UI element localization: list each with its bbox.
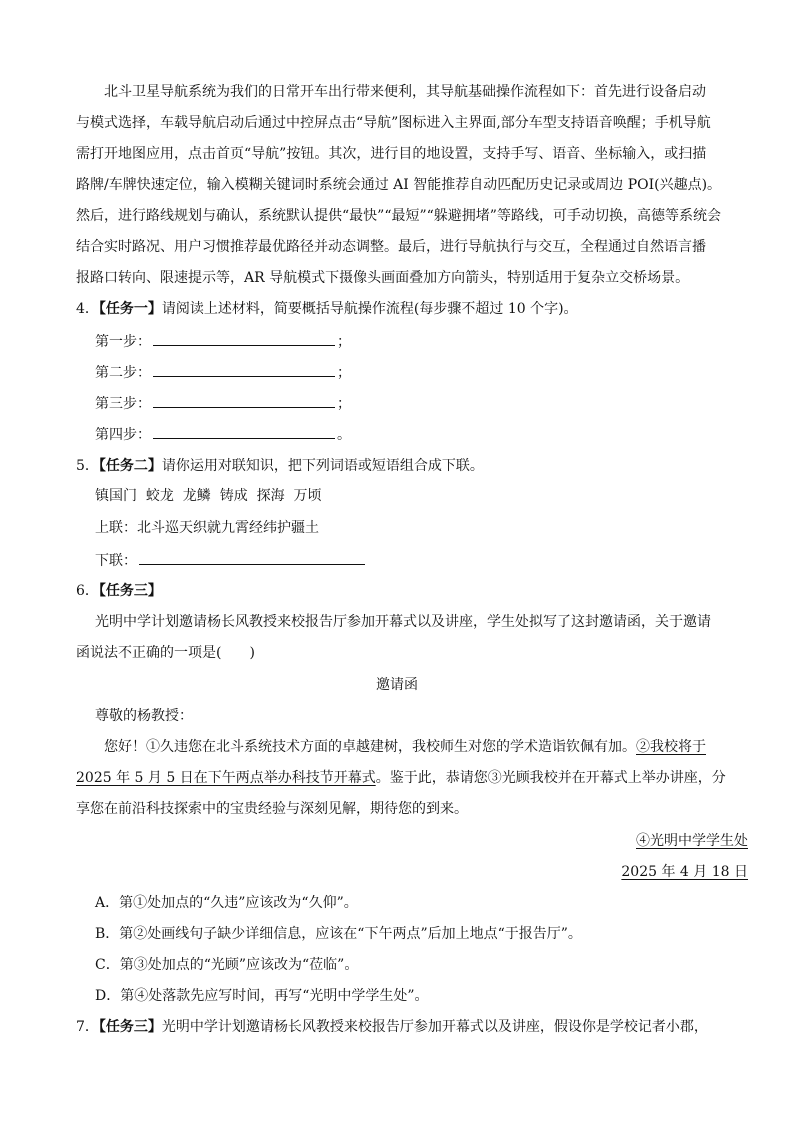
step-label: 第一步： xyxy=(95,334,151,350)
lower-couplet-label: 下联： xyxy=(95,553,137,569)
step-end: ； xyxy=(337,365,351,381)
step-4-row xyxy=(95,424,351,445)
passage-line-5: 然后，进行路线规划与确认，系统默认提供“最快”“最短”“躲避拥堵”等路线，可手动切换，高德等系统会 xyxy=(76,208,721,224)
option-d[interactable]: D．第④处落款先应写时间，再写“光明中学学生处”。 xyxy=(95,988,429,1004)
task-tag: 【任务二】 xyxy=(98,458,162,474)
passage-line-6: 结合实时路况、用户习惯推荐最优路径并动态调整。最后，进行导航执行与交互，全程通过自然语言播 xyxy=(76,239,706,255)
letter-signature: ④光明中学学生处 xyxy=(636,833,748,849)
step-3-row xyxy=(95,393,351,414)
option-c[interactable]: C．第③处加点的“光顾”应该改为“莅临”。 xyxy=(95,957,359,973)
letter-body-line-3: 享您在前沿科技探索中的宝贵经验与深刻见解，期待您的到来。 xyxy=(76,801,468,817)
answer-blank[interactable] xyxy=(153,362,335,377)
question-6 xyxy=(76,581,162,601)
step-2-row xyxy=(95,362,351,383)
letter-salutation: 尊敬的杨教授： xyxy=(95,708,193,724)
answer-blank[interactable] xyxy=(139,550,365,565)
passage-line-4: 路牌/车牌快速定位，输入模糊关键词时系统会通过 AI 智能推荐自动匹配历史记录或周边 POI(兴趣点)。 xyxy=(76,177,722,193)
letter-body-line-2 xyxy=(76,768,726,788)
passage-line-2: 与模式选择，车载导航启动后通过中控屏点击“导航”图标进入主界面,部分车型支持语音唤醒；手机导航 xyxy=(76,115,711,131)
letter-body-line-1 xyxy=(104,737,706,757)
question-text: 请你运用对联知识，把下列词语或短语组合成下联。 xyxy=(161,458,484,474)
task-tag: 【任务三】 xyxy=(98,1019,162,1035)
question-number: 5． xyxy=(76,458,99,474)
answer-blank[interactable] xyxy=(153,424,335,439)
answer-blank[interactable] xyxy=(153,331,335,346)
step-label: 第三步： xyxy=(95,396,151,412)
letter-title: 邀请函 xyxy=(376,677,418,693)
question-number: 4． xyxy=(76,301,99,317)
task-tag: 【任务三】 xyxy=(98,583,162,599)
option-b[interactable]: B．第②处画线句子缺少详细信息，应该在“下午两点”后加上地点“于报告厅”。 xyxy=(95,926,582,942)
step-end: ； xyxy=(337,396,351,412)
question-4 xyxy=(76,299,578,319)
letter-text: 。鉴于此，恭请您③光顾我校并在开幕式上举办讲座，分 xyxy=(375,770,726,786)
question-number: 7． xyxy=(76,1019,99,1035)
answer-blank[interactable] xyxy=(153,393,335,408)
step-end: ； xyxy=(337,334,351,350)
question-7 xyxy=(76,1017,708,1037)
question-text: 光明中学计划邀请杨长风教授来校报告厅参加开幕式以及讲座，假设你是学校记者小郡， xyxy=(161,1019,708,1035)
step-label: 第四步： xyxy=(95,427,151,443)
underlined-sentence: 2025 年 5 月 5 日在下午两点举办科技节开幕式 xyxy=(76,770,376,786)
passage-line-1: 北斗卫星导航系统为我们的日常开车出行带来便利，其导航基础操作流程如下：首先进行设备启动 xyxy=(104,84,706,100)
question-6-intro-2: 函说法不正确的一项是( ) xyxy=(76,645,255,661)
question-6-intro-1: 光明中学计划邀请杨长风教授来校报告厅参加开幕式以及讲座，学生处拟写了这封邀请函，关于邀请 xyxy=(95,614,711,630)
question-5 xyxy=(76,456,484,476)
step-end: 。 xyxy=(337,427,351,443)
upper-couplet: 上联：北斗巡天织就九霄经纬护疆土 xyxy=(95,520,319,536)
underlined-sentence: ②我校将于 xyxy=(636,739,706,755)
passage-line-3: 需打开地图应用，点击首页“导航”按钮。其次，进行目的地设置，支持手写、语音、坐标输入，或扫描 xyxy=(76,146,707,162)
passage-line-7: 报路口转向、限速提示等，AR 导航模式下摄像头画面叠加方向箭头，特别适用于复杂立交桥场景。 xyxy=(76,270,690,286)
letter-date: 2025 年 4 月 18 日 xyxy=(621,864,748,880)
task-tag: 【任务一】 xyxy=(98,301,162,317)
word-list: 镇国门 蛟龙 龙鳞 铸成 探海 万顷 xyxy=(95,488,322,504)
step-1-row xyxy=(95,331,351,352)
step-label: 第二步： xyxy=(95,365,151,381)
option-a[interactable]: A．第①处加点的“久违”应该改为“久仰”。 xyxy=(95,895,358,911)
letter-text: 您好！①久违您在北斗系统技术方面的卓越建树，我校师生对您的学术造诣钦佩有加。 xyxy=(104,739,636,755)
question-number: 6． xyxy=(76,583,99,599)
lower-couplet-row xyxy=(95,550,367,571)
question-text: 请阅读上述材料，简要概括导航操作流程(每步骤不超过 10 个字)。 xyxy=(161,301,578,317)
